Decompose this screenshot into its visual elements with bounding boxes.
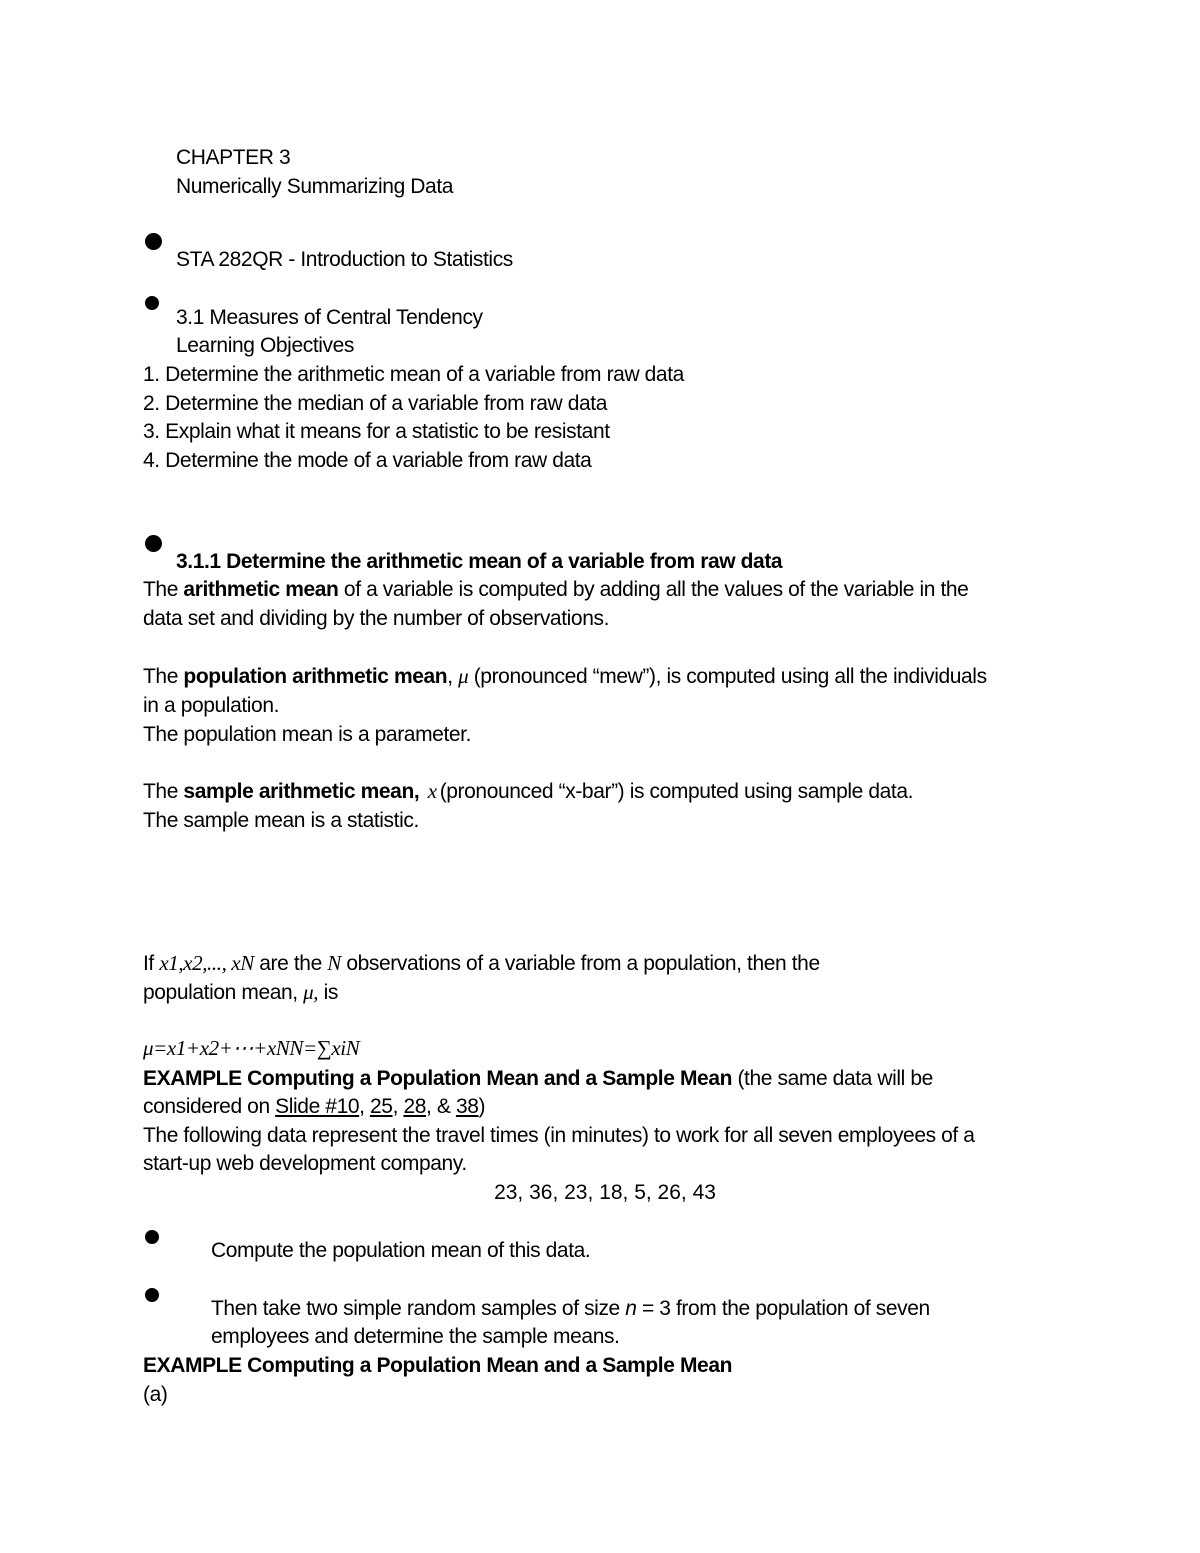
example-note: considered on Slide #10, 25, 28, & 38) [143, 1095, 486, 1118]
example-description: The following data represent the travel times (in minutes) to work for all seven employees of a [143, 1124, 975, 1147]
formula-intro: If x1,x2,..., xN are the N observations of a variable from a population, then the [143, 951, 820, 975]
paragraph-line: data set and dividing by the number of observations. [143, 607, 610, 630]
paragraph-line: The sample mean is a statistic. [143, 809, 419, 832]
bullet-icon [145, 296, 159, 310]
objective-item: 1. Determine the arithmetic mean of a variable from raw data [143, 363, 684, 386]
example-description-line2: start-up web development company. [143, 1152, 467, 1175]
slide-link[interactable]: 38 [455, 1095, 479, 1118]
bullet-icon [145, 1288, 159, 1302]
task-item: Compute the population mean of this data. [211, 1239, 591, 1262]
slide-link[interactable]: 25 [370, 1095, 393, 1118]
chapter-label: CHAPTER 3 [176, 146, 291, 169]
example-heading: EXAMPLE Computing a Population Mean and a Sample Mean (the same data will be [143, 1067, 933, 1090]
bullet-icon [145, 1230, 159, 1244]
section-heading: 3.1 Measures of Central Tendency [176, 306, 483, 329]
population-mean-equation: μ=x1+x2+⋯+xNN=∑xiN [143, 1036, 360, 1060]
objective-item: 2. Determine the median of a variable from raw data [143, 392, 608, 415]
chapter-title: Numerically Summarizing Data [176, 175, 454, 198]
bullet-icon [145, 233, 162, 250]
paragraph-population-mean: The population arithmetic mean, μ (pronounced “mew”), is computed using all the individuals [143, 664, 987, 688]
example-heading-2: EXAMPLE Computing a Population Mean and a Sample Mean [143, 1354, 733, 1377]
course-title: STA 282QR - Introduction to Statistics [176, 248, 513, 271]
bullet-icon [145, 535, 162, 552]
paragraph-line: The population mean is a parameter. [143, 723, 472, 746]
objective-item: 4. Determine the mode of a variable from raw data [143, 449, 592, 472]
task-item: Then take two simple random samples of size n = 3 from the population of seven [211, 1297, 930, 1320]
paragraph-sample-mean: The sample arithmetic mean, x (pronounced “x-bar”) is computed using sample data. [143, 779, 914, 803]
formula-intro-line2: population mean, μ, is [143, 980, 338, 1004]
paragraph-arithmetic-mean: The arithmetic mean of a variable is computed by adding all the values of the variable in the [143, 578, 969, 601]
slide-link[interactable]: 28 [403, 1095, 427, 1118]
objective-item: 3. Explain what it means for a statistic to be resistant [143, 420, 610, 443]
paragraph-line: in a population. [143, 694, 280, 717]
slide-link[interactable]: Slide #10 [275, 1095, 360, 1118]
task-item-line2: employees and determine the sample means. [211, 1325, 620, 1348]
subsection-heading: 3.1.1 Determine the arithmetic mean of a variable from raw data [176, 550, 783, 573]
example-part-label: (a) [143, 1383, 168, 1406]
objectives-heading: Learning Objectives [176, 334, 355, 357]
example-data: 23, 36, 23, 18, 5, 26, 43 [494, 1181, 716, 1204]
